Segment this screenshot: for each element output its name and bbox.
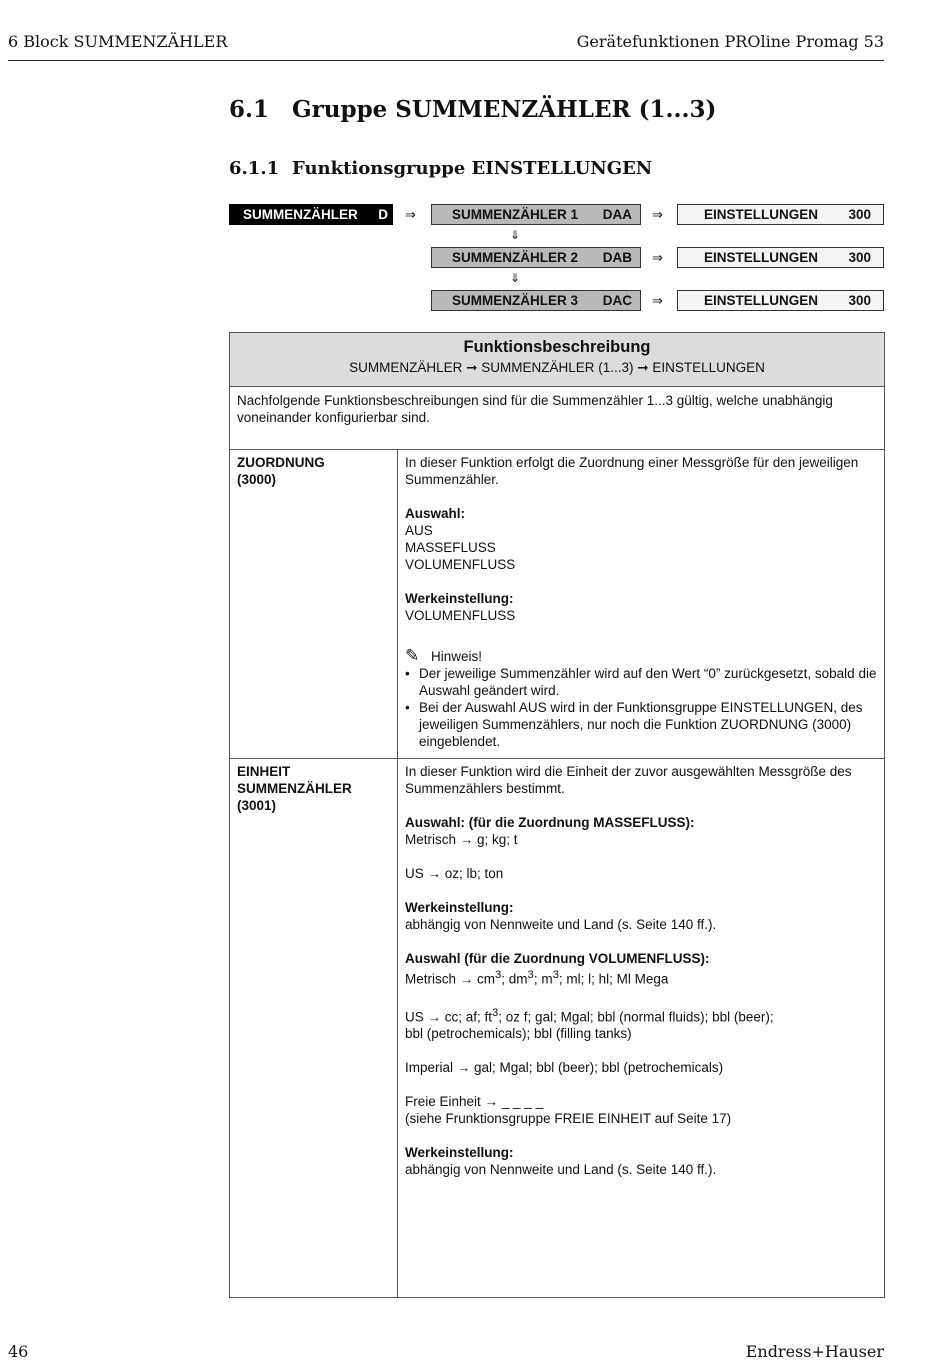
option-item: AUS xyxy=(405,523,433,538)
unit-option: Metrisch → $cm^3$; $dm^3$; $m^3$; ml; l; hl; Ml Mega xyxy=(405,969,669,987)
option-item: MASSEFLUSS xyxy=(405,540,496,555)
unit-option: Freie Einheit → _ _ _ _ xyxy=(405,1094,544,1109)
nav-arrow-right: ⇒ xyxy=(652,293,663,308)
nav-group-label: SUMMENZÄHLER 1 xyxy=(452,207,579,222)
nav-function-code: 300 xyxy=(848,250,871,265)
nav-function-block-2 xyxy=(677,247,884,268)
function-name: ZUORDNUNG xyxy=(237,455,325,470)
section-title: Gruppe SUMMENZÄHLER (1...3) xyxy=(292,96,717,123)
nav-function-label: EINSTELLUNGEN xyxy=(704,250,819,265)
pencil-note-icon: ✎ xyxy=(405,646,420,665)
auswahl-title: Auswahl (für die Zuordnung VOLUMENFLUSS): xyxy=(405,951,710,966)
table-intro: Nachfolgende Funktionsbeschreibungen sind für die Summenzähler 1...3 gültig, welche unabhängig voneinander konfigurierbar sind. xyxy=(230,387,884,450)
table-header xyxy=(230,333,884,387)
nav-group-block-1 xyxy=(431,204,641,225)
nav-function-block-3 xyxy=(677,290,884,311)
running-header-right: Gerätefunktionen PROline Promag 53 xyxy=(576,32,884,51)
function-description xyxy=(398,759,884,1297)
nav-group-code: DAC xyxy=(602,293,632,308)
option-item: VOLUMENFLUSS xyxy=(405,557,516,572)
nav-arrow-right: ⇒ xyxy=(405,207,416,222)
description-text: In dieser Funktion erfolgt die Zuordnung einer Messgröße für den jeweiligen Summenzähler. xyxy=(405,455,859,487)
cross-reference: (siehe Frunktionsgruppe FREIE EINHEIT auf Seite 17) xyxy=(405,1111,732,1126)
subsection-number: 6.1.1 xyxy=(229,158,280,179)
werkeinstellung-value: VOLUMENFLUSS xyxy=(405,608,516,623)
werkeinstellung-value: abhängig von Nennweite und Land (s. Seite 140 ff.). xyxy=(405,1162,717,1177)
nav-arrow-right: ⇒ xyxy=(652,207,663,222)
page-number: 46 xyxy=(8,1342,29,1361)
function-code: (3000) xyxy=(237,472,277,487)
nav-group-code: DAA xyxy=(602,207,632,222)
function-label xyxy=(230,759,398,1297)
nav-function-code: 300 xyxy=(848,207,871,222)
nav-root-block xyxy=(229,204,393,225)
table-row-einheit xyxy=(230,759,884,1297)
note-item: • Bei der Auswahl AUS wird in der Funktionsgruppe EINSTELLUNGEN, des jeweiligen Summenzählers, nur noch die Funktion ZUORDNUNG (3000) eingeblendet. xyxy=(419,699,877,750)
nav-group-block-2 xyxy=(431,247,641,268)
header-rule xyxy=(8,60,884,61)
table-title: Funktionsbeschreibung xyxy=(463,338,651,356)
nav-root-label: SUMMENZÄHLER xyxy=(243,207,358,222)
table-row-zuordnung xyxy=(230,450,884,759)
running-header-left: 6 Block SUMMENZÄHLER xyxy=(8,32,228,51)
function-name: EINHEIT xyxy=(237,764,291,779)
note-item: • Der jeweilige Summenzähler wird auf den Wert “0” zurückgesetzt, sobald die Auswahl geändert wird. xyxy=(419,665,877,699)
unit-option: US → cc; af; $ft^3$; oz f; gal; Mgal; bbl (normal fluids); bbl (beer); xyxy=(405,1006,774,1024)
nav-arrow-right: ⇒ xyxy=(652,250,663,265)
nav-function-label: EINSTELLUNGEN xyxy=(704,207,819,222)
nav-root-code: D xyxy=(378,207,388,222)
section-number: 6.1 xyxy=(229,96,270,123)
nav-arrow-down: ⇓ xyxy=(510,228,521,242)
unit-option: US → oz; lb; ton xyxy=(405,866,504,881)
table-path: SUMMENZÄHLER ➞ SUMMENZÄHLER (1...3) ➞ EINSTELLUNGEN xyxy=(349,360,765,375)
nav-function-label: EINSTELLUNGEN xyxy=(704,293,819,308)
nav-group-code: DAB xyxy=(602,250,632,265)
auswahl-title: Auswahl: xyxy=(405,506,466,521)
werkeinstellung-value: abhängig von Nennweite und Land (s. Seite 140 ff.). xyxy=(405,917,717,932)
function-code: (3001) xyxy=(237,798,277,813)
function-name: SUMMENZÄHLER xyxy=(237,781,352,796)
unit-option: Metrisch → g; kg; t xyxy=(405,832,518,847)
hinweis-notes xyxy=(405,665,877,750)
nav-group-label: SUMMENZÄHLER 3 xyxy=(452,293,579,308)
werkeinstellung-title: Werkeinstellung: xyxy=(405,591,514,606)
function-description xyxy=(398,450,884,758)
werkeinstellung-title: Werkeinstellung: xyxy=(405,900,514,915)
werkeinstellung-title: Werkeinstellung: xyxy=(405,1145,514,1160)
nav-function-block-1 xyxy=(677,204,884,225)
subsection-heading xyxy=(229,158,652,179)
unit-option: Imperial → gal; Mgal; bbl (beer); bbl (petrochemicals) xyxy=(405,1060,724,1075)
auswahl-title: Auswahl: (für die Zuordnung MASSEFLUSS): xyxy=(405,815,695,830)
description-text: In dieser Funktion wird die Einheit der zuvor ausgewählten Messgröße des Summenzählers bestimmt. xyxy=(405,764,852,796)
function-description-table xyxy=(229,332,885,1298)
unit-option: bbl (petrochemicals); bbl (filling tanks) xyxy=(405,1026,632,1041)
nav-function-code: 300 xyxy=(848,293,871,308)
section-heading xyxy=(229,96,716,123)
hinweis-label: Hinweis! xyxy=(431,649,483,664)
nav-arrow-down: ⇓ xyxy=(510,271,521,285)
nav-group-label: SUMMENZÄHLER 2 xyxy=(452,250,579,265)
brand-logo-text: Endress+Hauser xyxy=(745,1342,884,1361)
function-label xyxy=(230,450,398,758)
subsection-title: Funktionsgruppe EINSTELLUNGEN xyxy=(292,158,653,179)
nav-group-block-3 xyxy=(431,290,641,311)
